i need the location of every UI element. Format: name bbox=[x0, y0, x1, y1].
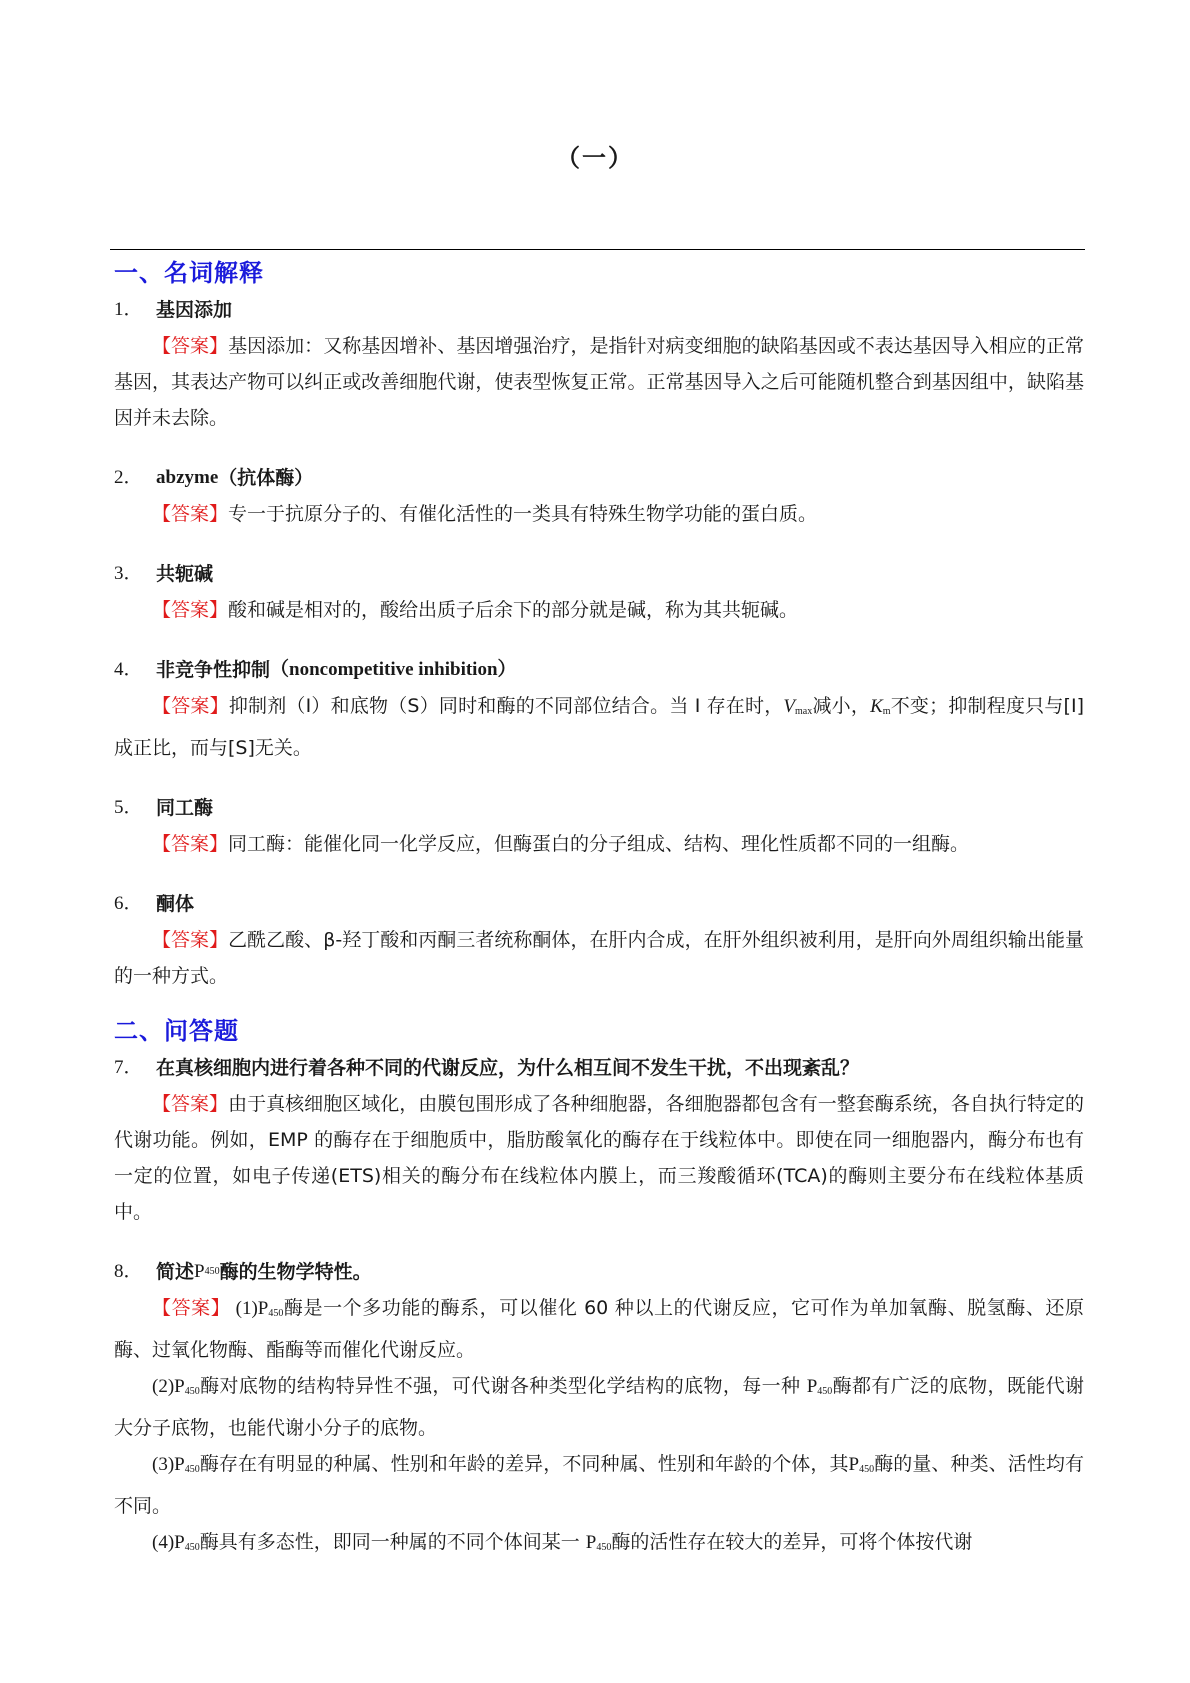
vmax-symbol: V bbox=[783, 696, 796, 717]
answer-tag: 【答案】 bbox=[152, 503, 229, 525]
answer-text: 减小， bbox=[812, 695, 871, 717]
question-1 bbox=[114, 292, 1084, 328]
answer-7 bbox=[114, 1086, 1084, 1230]
question-number: 1． bbox=[114, 299, 143, 320]
p450-subscript: 450 bbox=[184, 1386, 200, 1397]
question-term: 同工酶 bbox=[156, 797, 214, 819]
question-term-en: （noncompetitive inhibition） bbox=[270, 659, 517, 680]
answer-2 bbox=[114, 496, 1084, 532]
point-number: (4) bbox=[152, 1532, 175, 1553]
vmax-subscript: max bbox=[795, 706, 813, 717]
p450-subscript: 450 bbox=[184, 1542, 200, 1553]
question-number: 5． bbox=[114, 797, 143, 818]
km-subscript: m bbox=[882, 706, 891, 717]
question-term: 在真核细胞内进行着各种不同的代谢反应，为什么相互间不发生干扰，不出现紊乱？ bbox=[156, 1057, 860, 1079]
question-number: 2． bbox=[114, 467, 143, 488]
p450-subscript: 450 bbox=[184, 1464, 200, 1475]
answer-text: 酸和碱是相对的，酸给出质子后余下的部分就是碱，称为其共轭碱。 bbox=[228, 599, 799, 621]
content bbox=[114, 254, 1084, 1566]
header-rule bbox=[110, 249, 1085, 250]
p450-symbol: P bbox=[194, 1261, 205, 1282]
question-term: 简述 bbox=[156, 1261, 195, 1283]
answer-tag: 【答案】 bbox=[152, 599, 229, 621]
p450-subscript: 450 bbox=[268, 1308, 284, 1319]
answer-5 bbox=[114, 826, 1084, 862]
question-8 bbox=[114, 1254, 1084, 1290]
answer-text: 抑制剂（I）和底物（S）同时和酶的不同部位结合。当 I 存在时， bbox=[228, 695, 784, 717]
question-term: 酮体 bbox=[156, 893, 195, 915]
answer-1 bbox=[114, 328, 1084, 436]
answer-tag: 【答案】 bbox=[152, 1297, 231, 1319]
question-term: 基因添加 bbox=[156, 299, 233, 321]
answer-text: 基因添加：又称基因增补、基因增强治疗，是指针对病变细胞的缺陷基因或不表达基因导入相应的正常基因，其表达产物可以纠正或改善细胞代谢，使表型恢复正常。正常基因导入之后可能随机整合到基因组中，缺陷基因并未去除。 bbox=[114, 335, 1084, 429]
answer-tag: 【答案】 bbox=[152, 833, 229, 855]
question-term-en: abzyme bbox=[156, 467, 219, 488]
point-number: (2) bbox=[152, 1376, 175, 1397]
answer-text: 专一于抗原分子的、有催化活性的一类具有特殊生物学功能的蛋白质。 bbox=[228, 503, 818, 525]
p450-symbol: P bbox=[174, 1376, 185, 1397]
question-5 bbox=[114, 790, 1084, 826]
p450-symbol: P bbox=[174, 1532, 185, 1553]
question-number: 3． bbox=[114, 563, 143, 584]
p450-symbol: P bbox=[174, 1454, 185, 1475]
p450-subscript: 450 bbox=[859, 1464, 875, 1475]
answer-text: 酶的活性存在较大的差异，可将个体按代谢 bbox=[611, 1531, 973, 1553]
answer-8-point-4 bbox=[114, 1524, 1084, 1566]
answer-text: 酶具有多态性，即同一种属的不同个体间某一 bbox=[199, 1531, 586, 1553]
question-6 bbox=[114, 886, 1084, 922]
answer-text: 酶都有广泛的底物，既能代谢大分子底物，也能代谢小分子的底物。 bbox=[114, 1375, 1084, 1439]
answer-6 bbox=[114, 922, 1084, 994]
answer-3 bbox=[114, 592, 1084, 628]
p450-subscript: 450 bbox=[596, 1542, 612, 1553]
question-number: 8． bbox=[114, 1261, 143, 1282]
p450-subscript: 450 bbox=[817, 1386, 833, 1397]
question-7 bbox=[114, 1050, 1084, 1086]
answer-text: 由于真核细胞区域化，由膜包围形成了各种细胞器，各细胞器都包含有一整套酶系统，各自执行特定的代谢功能。例如，EMP 的酶存在于细胞质中，脂肪酸氧化的酶存在于线粒体中。即使在同一细胞器内，酶分布也有一定的位置，如电子传递(ETS)相关的酶分布在线粒体内膜上，而三羧酸循环(TCA)的酶则主要分布在线粒体基质中。 bbox=[114, 1093, 1084, 1223]
answer-text: 酶的量、种类、活性均有不同。 bbox=[114, 1453, 1084, 1517]
answer-8-point-3 bbox=[114, 1446, 1084, 1524]
question-term: 共轭碱 bbox=[156, 563, 214, 585]
point-number: (1) bbox=[230, 1298, 258, 1319]
answer-4 bbox=[114, 688, 1084, 766]
question-number: 6． bbox=[114, 893, 143, 914]
answer-8-point-1 bbox=[114, 1290, 1084, 1368]
page-title: （一） bbox=[556, 144, 634, 172]
answer-tag: 【答案】 bbox=[152, 335, 229, 357]
question-term: 酶的生物学特性。 bbox=[219, 1261, 372, 1283]
point-number: (3) bbox=[152, 1454, 175, 1475]
question-3 bbox=[114, 556, 1084, 592]
answer-text: 酶是一个多功能的酶系，可以催化 60 种以上的代谢反应，它可作为单加氧酶、脱氢酶、还原酶、过氧化物酶、酯酶等而催化代谢反应。 bbox=[114, 1297, 1085, 1361]
km-symbol: K bbox=[870, 696, 883, 717]
p450-symbol: P bbox=[848, 1454, 860, 1475]
answer-8-point-2 bbox=[114, 1368, 1084, 1446]
answer-text: 酶存在有明显的种属、性别和年龄的差异，不同种属、性别和年龄的个体，其 bbox=[199, 1453, 849, 1475]
p450-symbol: P bbox=[257, 1298, 269, 1319]
answer-tag: 【答案】 bbox=[152, 1093, 229, 1115]
p450-symbol: P bbox=[585, 1532, 597, 1553]
question-4 bbox=[114, 652, 1084, 688]
p450-subscript: 450 bbox=[204, 1266, 220, 1277]
question-term: 非竞争性抑制 bbox=[156, 659, 271, 681]
question-term: （抗体酶） bbox=[218, 467, 314, 489]
question-number: 7． bbox=[114, 1057, 143, 1078]
answer-tag: 【答案】 bbox=[152, 929, 229, 951]
question-number: 4． bbox=[114, 659, 143, 680]
answer-tag: 【答案】 bbox=[152, 695, 229, 717]
answer-text: 不变；抑制程度只与[I]成正比，而与[S]无关。 bbox=[114, 695, 1084, 759]
section-heading: 一、名词解释 bbox=[114, 259, 264, 287]
question-2 bbox=[114, 460, 1084, 496]
p450-symbol: P bbox=[806, 1376, 818, 1397]
answer-text: 乙酰乙酸、β-羟丁酸和丙酮三者统称酮体，在肝内合成，在肝外组织被利用，是肝向外周组织输出能量的一种方式。 bbox=[114, 929, 1084, 987]
answer-text: 同工酶：能催化同一化学反应，但酶蛋白的分子组成、结构、理化性质都不同的一组酶。 bbox=[228, 833, 970, 855]
answer-text: 酶对底物的结构特异性不强，可代谢各种类型化学结构的底物，每一种 bbox=[199, 1375, 807, 1397]
section-heading: 二、问答题 bbox=[114, 1017, 239, 1045]
